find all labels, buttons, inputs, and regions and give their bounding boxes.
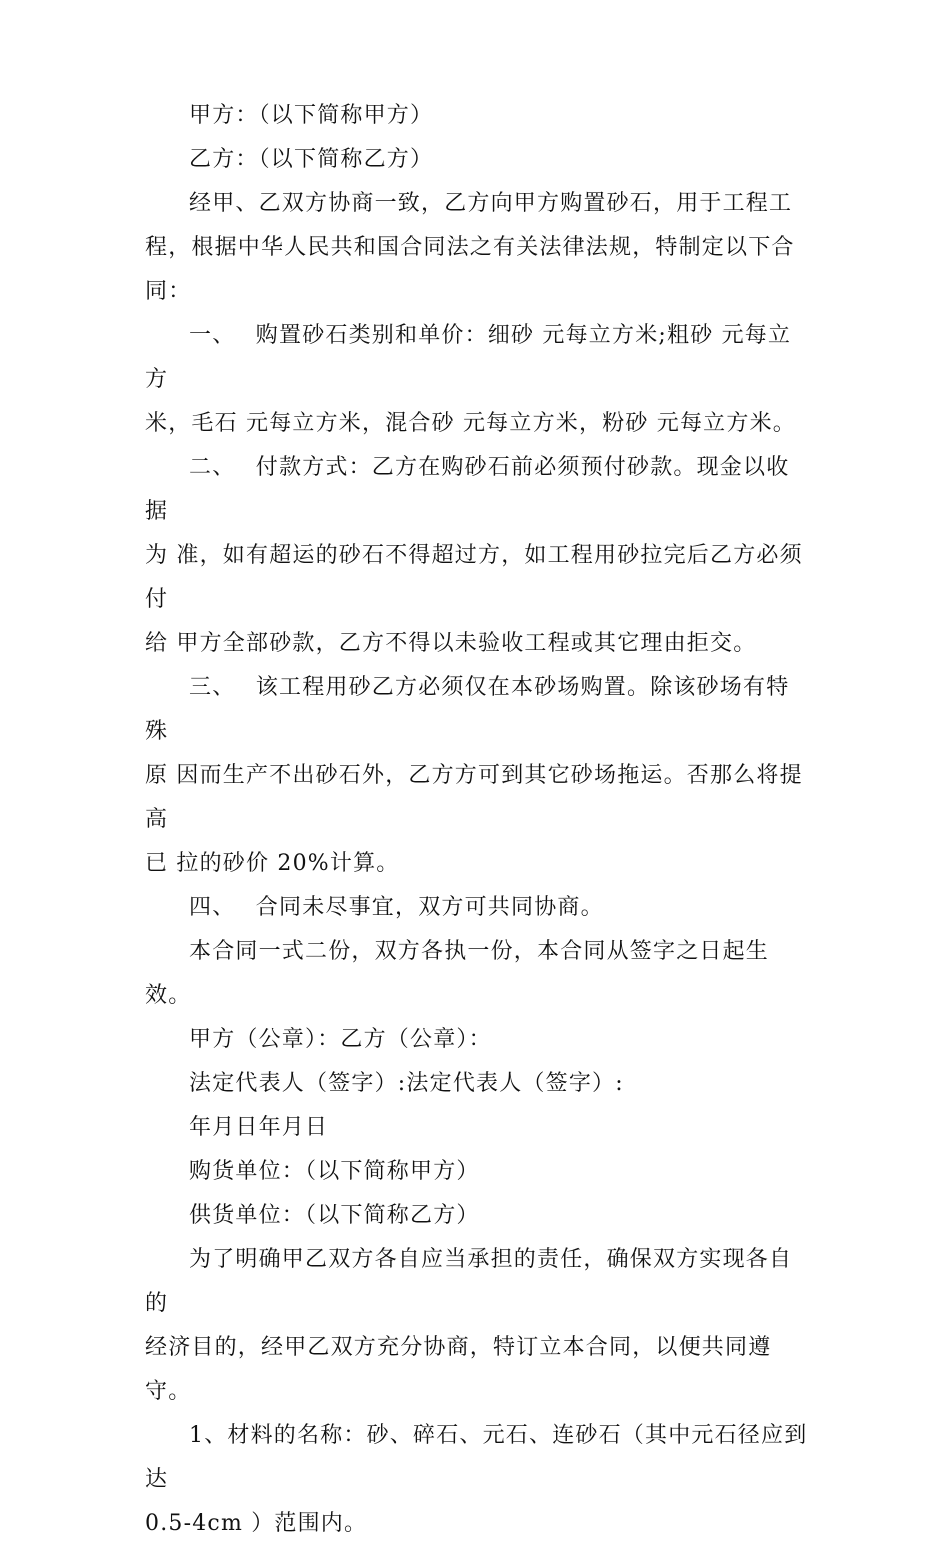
signature-line [145,1062,809,1106]
text-line: 年月日年月日 [189,1115,329,1140]
copies-paragraph [145,930,809,1018]
text-line: 同： [145,279,192,304]
document-body [145,94,809,1546]
text-line: 甲方：（以下简称甲方） [189,103,434,128]
preamble-paragraph [145,182,809,314]
clause-3-paragraph [145,666,809,886]
text-line: 为了明确甲乙双方各自应当承担的责任，确保双方实现各自的 [145,1247,793,1316]
clause-1-paragraph [145,314,809,446]
text-line: 四、 合同未尽事宜，双方可共同协商。 [189,895,604,920]
text-line: 购货单位：（以下简称甲方） [189,1159,480,1184]
clause-2-paragraph [145,446,809,666]
purpose-paragraph [145,1238,809,1414]
material-paragraph [145,1414,809,1546]
text-line: 为 准，如有超运的砂石不得超过方，如工程用砂拉完后乙方必须付 [145,543,803,612]
text-line: 一、 购置砂石类别和单价：细砂 元每立方米;粗砂 元每立方 [145,323,792,392]
text-line: 原 因而生产不出砂石外，乙方方可到其它砂场拖运。否那么将提高 [145,763,803,832]
text-line: 经甲、乙双方协商一致，乙方向甲方购置砂石，用于工程工 [189,191,793,216]
clause-4-paragraph [145,886,809,930]
party-a-line [145,94,809,138]
text-line: 三、 该工程用砂乙方必须仅在本砂场购置。除该砂场有特殊 [145,675,790,744]
text-line: 已 拉的砂价 20%计算。 [145,851,400,876]
text-line: 程，根据中华人民共和国合同法之有关法律法规，特制定以下合 [145,235,795,260]
text-line: 供货单位：（以下简称乙方） [189,1203,480,1228]
text-line: 乙方：（以下简称乙方） [189,147,434,172]
text-line: 0.5-4cm ）范围内。 [145,1511,368,1536]
date-line [145,1106,809,1150]
party-b-line [145,138,809,182]
text-line: 给 甲方全部砂款，乙方不得以未验收工程或其它理由拒交。 [145,631,757,656]
text-line: 1、材料的名称：砂、碎石、元石、连砂石（其中元石径应到达 [145,1423,808,1492]
supplier-line [145,1194,809,1238]
text-line: 法定代表人（签字）:法定代表人（签字）: [189,1071,624,1096]
buyer-line [145,1150,809,1194]
text-line: 二、 付款方式：乙方在购砂石前必须预付砂款。现金以收据 [145,455,790,524]
text-line: 经济目的，经甲乙双方充分协商，特订立本合同，以便共同遵守。 [145,1335,772,1404]
seal-line [145,1018,809,1062]
text-line: 甲方（公章）：乙方（公章）： [189,1027,492,1052]
text-line: 本合同一式二份，双方各执一份，本合同从签字之日起生效。 [145,939,770,1008]
text-line: 米，毛石 元每立方米，混合砂 元每立方米，粉砂 元每立方米。 [145,411,796,436]
